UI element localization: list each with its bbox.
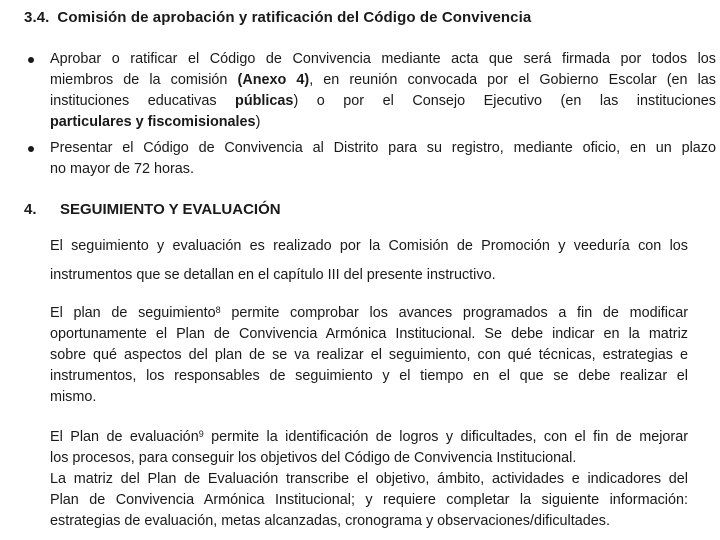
- section-heading-3-4: [24, 9, 531, 26]
- paragraph-seguimiento: El seguimiento y evaluación es realizado por la Comisión de Promoción y veeduría con los instrumentos que se detallan en el capítulo III del presente instructivo.: [50, 238, 688, 283]
- paragraph-plan-evaluacion: El Plan de evaluación$^9$ permite la identificación de logros y dificultades, con el fin de mejorar los procesos, para conseguir los objetivos del Código de Convivencia Institucional. La matriz del Plan de Evaluación transcribe el objetivo, ámbito, actividades e indicadores del Plan de Convivencia Armónica Institucional; y requiere completar la siguiente información: estrategias de evaluación, metas alcanzadas, cronograma y observaciones/dificultades.: [50, 429, 689, 529]
- bullet-text: Aprobar o ratificar el Código de Convivencia mediante acta que será firmada por todos los miembros de la comisión (Anexo 4), en reunión convocada por el Gobierno Escolar (en las instituciones educativas públicas) o por el Consejo Ejecutivo (en las instituciones particulares y fiscomisionales): [50, 51, 717, 130]
- section-number: 4.: [24, 201, 37, 218]
- section-heading-4: [24, 201, 281, 218]
- emphasis-publicas: públicas: [235, 93, 294, 109]
- annex-reference: (Anexo 4): [237, 72, 310, 88]
- section-title: SEGUIMIENTO Y EVALUACIÓN: [60, 201, 281, 218]
- paragraph-plan-seguimiento: El plan de seguimiento$^8$ permite comprobar los avances programados a fin de modificar oportunamente el Plan de Convivencia Armónica Institucional. Se debe indicar en la matriz sobre qué aspectos del plan de se va realizar el seguimiento, con qué técnicas, estrategias e instrumentos, los responsables de seguimiento y el tiempo en el que se debe realizar el mismo.: [50, 305, 688, 405]
- footnote-ref-9: 9: [198, 429, 204, 439]
- bullet-text: Presentar el Código de Convivencia al Distrito para su registro, mediante oficio, en un plazo no mayor de 72 horas.: [50, 140, 716, 177]
- bullet-icon: [28, 146, 34, 152]
- footnote-ref-8: 8: [215, 305, 221, 315]
- section-number: 3.4.: [24, 9, 50, 26]
- bullet-icon: [28, 57, 34, 63]
- emphasis-particulares: particulares y fiscomisionales: [50, 114, 256, 130]
- section-title: Comisión de aprobación y ratificación del Código de Convivencia: [57, 9, 532, 26]
